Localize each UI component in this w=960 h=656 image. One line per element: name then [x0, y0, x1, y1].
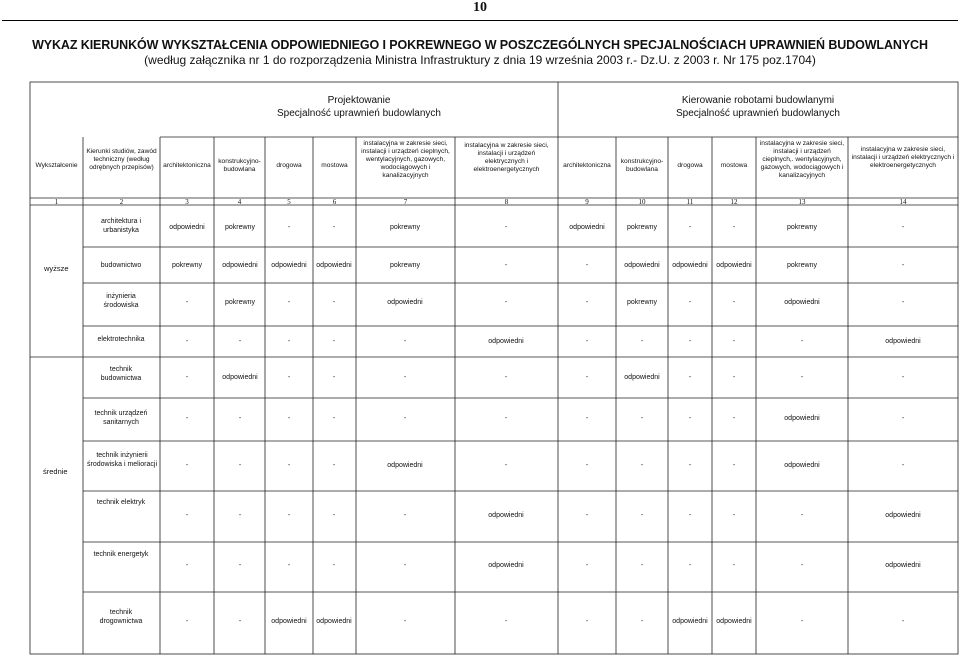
header-electrical-installations: instalacyjna w zakresie sieci, instalacji i urządzeń elektrycznych i elektroenergetycznych [464, 142, 549, 173]
table-cell: - [732, 299, 736, 306]
table-cell: odpowiedni [784, 415, 820, 422]
table-cell: - [504, 224, 508, 231]
header-km-sanitary-installations: instalacyjna w zakresie sieci, instalacji i urządzeń cieplnych,. wentylacyjnych, gazowych, wodociągowych i kanalizacyjnych [759, 140, 845, 179]
table-cell: - [688, 562, 692, 569]
table-cell: - [585, 562, 589, 569]
table-cell: - [287, 299, 291, 306]
table-cell: - [585, 262, 589, 269]
table-cell: pokrewny [787, 262, 817, 269]
table-cell: - [640, 512, 644, 519]
table-cell: - [688, 224, 692, 231]
row-label: technik elektryk [96, 499, 146, 506]
table-cell: odpowiedni [488, 338, 524, 345]
table-cell: - [640, 415, 644, 422]
table-cell: pokrewny [225, 224, 255, 231]
table-cell: - [901, 462, 905, 469]
table-cell: - [640, 338, 644, 345]
table-cell: - [287, 338, 291, 345]
group-label-secondary: średnie [43, 467, 68, 476]
table-cell: - [688, 512, 692, 519]
row-label: budownictwo [100, 262, 142, 269]
document-title: WYKAZ KIERUNKÓW WYKSZTAŁCENIA ODPOWIEDNIEGO I POKREWNEGO W POSZCZEGÓLNYCH SPECJALNOŚCIACH UPRAWNIEŃ BUDOWLANYCH [32, 38, 928, 52]
column-number-7: 7 [403, 198, 408, 206]
table-cell: odpowiedni [488, 512, 524, 519]
column-number-12: 12 [730, 198, 738, 206]
table-cell: - [732, 415, 736, 422]
table-cell: - [688, 462, 692, 469]
table-cell: - [901, 618, 905, 625]
table-cell: - [688, 338, 692, 345]
table-cell: - [403, 618, 407, 625]
design-section-title: Projektowanie [327, 95, 391, 106]
row-label: technik drogownictwa [99, 609, 143, 625]
table-cell: odpowiedni [271, 262, 307, 269]
table-cell: - [287, 374, 291, 381]
table-cell: - [332, 338, 336, 345]
table-cell: - [185, 618, 189, 625]
management-section-title: Kierowanie robotami budowlanymi [681, 95, 835, 106]
header-road: drogowa [276, 162, 302, 169]
table-cell: - [901, 374, 905, 381]
table-cell: - [403, 512, 407, 519]
table-cell: - [901, 224, 905, 231]
table-cell: - [800, 562, 804, 569]
header-km-architectural: architektoniczna [563, 162, 611, 169]
table-cell: odpowiedni [271, 618, 307, 625]
table-cell: - [238, 562, 242, 569]
table-cell: - [504, 374, 508, 381]
table-cell: - [800, 512, 804, 519]
table-cell: - [332, 512, 336, 519]
table-cell: - [403, 562, 407, 569]
table-cell: - [585, 338, 589, 345]
table-cell: - [585, 415, 589, 422]
table-cell: - [640, 618, 644, 625]
table-cell: - [403, 415, 407, 422]
table-cell: odpowiedni [672, 262, 708, 269]
column-number-3: 3 [185, 198, 189, 206]
table-cell: - [585, 299, 589, 306]
column-number-6: 6 [332, 198, 337, 206]
table-cell: odpowiedni [885, 512, 921, 519]
table-cell: pokrewny [627, 224, 657, 231]
table-cell: odpowiedni [387, 299, 423, 306]
row-label: technik inżynierii środowiska i melioracji [86, 452, 158, 468]
table-cell: - [238, 512, 242, 519]
table-cell: - [585, 374, 589, 381]
table-cell: odpowiedni [784, 462, 820, 469]
column-number-9: 9 [585, 198, 589, 206]
header-architectural: architektoniczna [163, 162, 211, 169]
table-cell: - [332, 462, 336, 469]
row-label: technik urządzeń sanitarnych [94, 410, 148, 426]
table-cell: - [185, 562, 189, 569]
column-number-2: 2 [119, 198, 124, 206]
table-cell: odpowiedni [624, 374, 660, 381]
table-cell: - [185, 338, 189, 345]
table-cell: - [332, 562, 336, 569]
table-cell: - [287, 415, 291, 422]
table-cell: - [403, 374, 407, 381]
table-cell: - [688, 299, 692, 306]
table-cell: - [238, 415, 242, 422]
table-cell: - [504, 415, 508, 422]
table-cell: - [504, 299, 508, 306]
table-cell: odpowiedni [885, 562, 921, 569]
management-section-header [558, 95, 958, 120]
row-label: technik budownictwa [100, 366, 142, 382]
design-section-subtitle: Specjalność uprawnień budowlanych [277, 107, 441, 119]
header-education: Wykształcenie [35, 162, 78, 169]
table-cell: odpowiedni [169, 224, 205, 231]
table-cell: - [332, 299, 336, 306]
table-cell: - [585, 618, 589, 625]
table-cell: - [901, 262, 905, 269]
column-number-10: 10 [638, 198, 646, 206]
table-cell: - [504, 262, 508, 269]
table-cell: - [732, 512, 736, 519]
table-cell: - [800, 338, 804, 345]
table-cell: odpowiedni [222, 262, 258, 269]
table-cell: - [732, 374, 736, 381]
table-cell: - [504, 462, 508, 469]
table-cell: - [800, 374, 804, 381]
table-cell: - [238, 618, 242, 625]
management-section-subtitle: Specjalność uprawnień budowlanych [676, 107, 840, 119]
table-cell: - [238, 338, 242, 345]
row-label: architektura i urbanistyka [100, 218, 142, 234]
group-label-higher: wyższe [44, 264, 69, 273]
row-label: elektrotechnika [97, 336, 145, 343]
header-sanitary-installations: instalacyjna w zakresie sieci, instalacji i urządzeń cieplnych, wentylacyjnych, gazowych, wodociągowych i kanalizacyjnych [361, 140, 450, 179]
column-number-14: 14 [899, 198, 907, 206]
table-cell: odpowiedni [387, 462, 423, 469]
table-cell: pokrewny [390, 262, 420, 269]
table-cell: odpowiedni [222, 374, 258, 381]
table-cell: - [287, 224, 291, 231]
document-subtitle: (według załącznika nr 1 do rozporządzenia Ministra Infrastruktury z dnia 19 września 2003 r.- Dz.U. z 2003 r. Nr 175 poz.1704) [144, 53, 816, 67]
table-cell: odpowiedni [672, 618, 708, 625]
table-cell: odpowiedni [569, 224, 605, 231]
table-cell: - [732, 562, 736, 569]
table-cell: pokrewny [627, 299, 657, 306]
table-cell: odpowiedni [316, 618, 352, 625]
table-cell: - [185, 374, 189, 381]
table-cell: - [185, 462, 189, 469]
table-cell: - [732, 462, 736, 469]
table-cell: - [332, 415, 336, 422]
table-cell: - [403, 338, 407, 345]
table-cell: - [185, 299, 189, 306]
column-number-8: 8 [504, 198, 509, 206]
design-section-header [160, 95, 558, 120]
column-number-11: 11 [686, 198, 694, 206]
header-km-electrical-installations: instalacyjna w zakresie sieci, instalacji i urządzeń elektrycznych i elektroenergetycznych [851, 146, 955, 169]
table-cell: odpowiedni [624, 262, 660, 269]
table-cell: - [287, 462, 291, 469]
header-km-structural: konstrukcyjno- budowlana [620, 158, 664, 173]
header-km-bridge: mostowa [720, 162, 748, 169]
header-bridge: mostowa [321, 162, 348, 169]
header-field-of-study: Kierunki studiów, zawód techniczny (według odrębnych przepisów) [86, 148, 157, 171]
row-label: inżynieria środowiska [103, 293, 139, 309]
table-cell: - [287, 562, 291, 569]
table-cell: - [901, 299, 905, 306]
table-cell: - [238, 462, 242, 469]
table-cell: - [185, 415, 189, 422]
table-cell: - [504, 618, 508, 625]
table-cell: odpowiedni [885, 338, 921, 345]
page-number: 10 [473, 0, 487, 15]
table-cell: - [800, 618, 804, 625]
table-cell: odpowiedni [716, 618, 752, 625]
column-number-13: 13 [798, 198, 806, 206]
column-number-4: 4 [237, 198, 242, 206]
table-cell: - [585, 512, 589, 519]
table-cell: - [688, 415, 692, 422]
header-structural: konstrukcyjno- budowlana [218, 158, 261, 173]
table-cell: - [585, 462, 589, 469]
table-cell: - [185, 512, 189, 519]
header-km-road: drogowa [677, 162, 703, 169]
table-cell: odpowiedni [784, 299, 820, 306]
table-cell: odpowiedni [488, 562, 524, 569]
row-label: technik energetyk [93, 551, 149, 558]
table-cell: - [287, 512, 291, 519]
table-cell: pokrewny [225, 299, 255, 306]
table-cell: pokrewny [172, 262, 202, 269]
table-cell: - [332, 224, 336, 231]
table-cell: pokrewny [390, 224, 420, 231]
column-number-1: 1 [54, 198, 59, 206]
table-cell: - [688, 374, 692, 381]
table-cell: - [332, 374, 336, 381]
table-cell: - [732, 224, 736, 231]
table-cell: odpowiedni [316, 262, 352, 269]
table-cell: - [640, 462, 644, 469]
column-number-5: 5 [287, 198, 291, 206]
table-cell: - [732, 338, 736, 345]
table-cell: odpowiedni [716, 262, 752, 269]
table-cell: - [901, 415, 905, 422]
table-cell: - [640, 562, 644, 569]
table-cell: pokrewny [787, 224, 817, 231]
